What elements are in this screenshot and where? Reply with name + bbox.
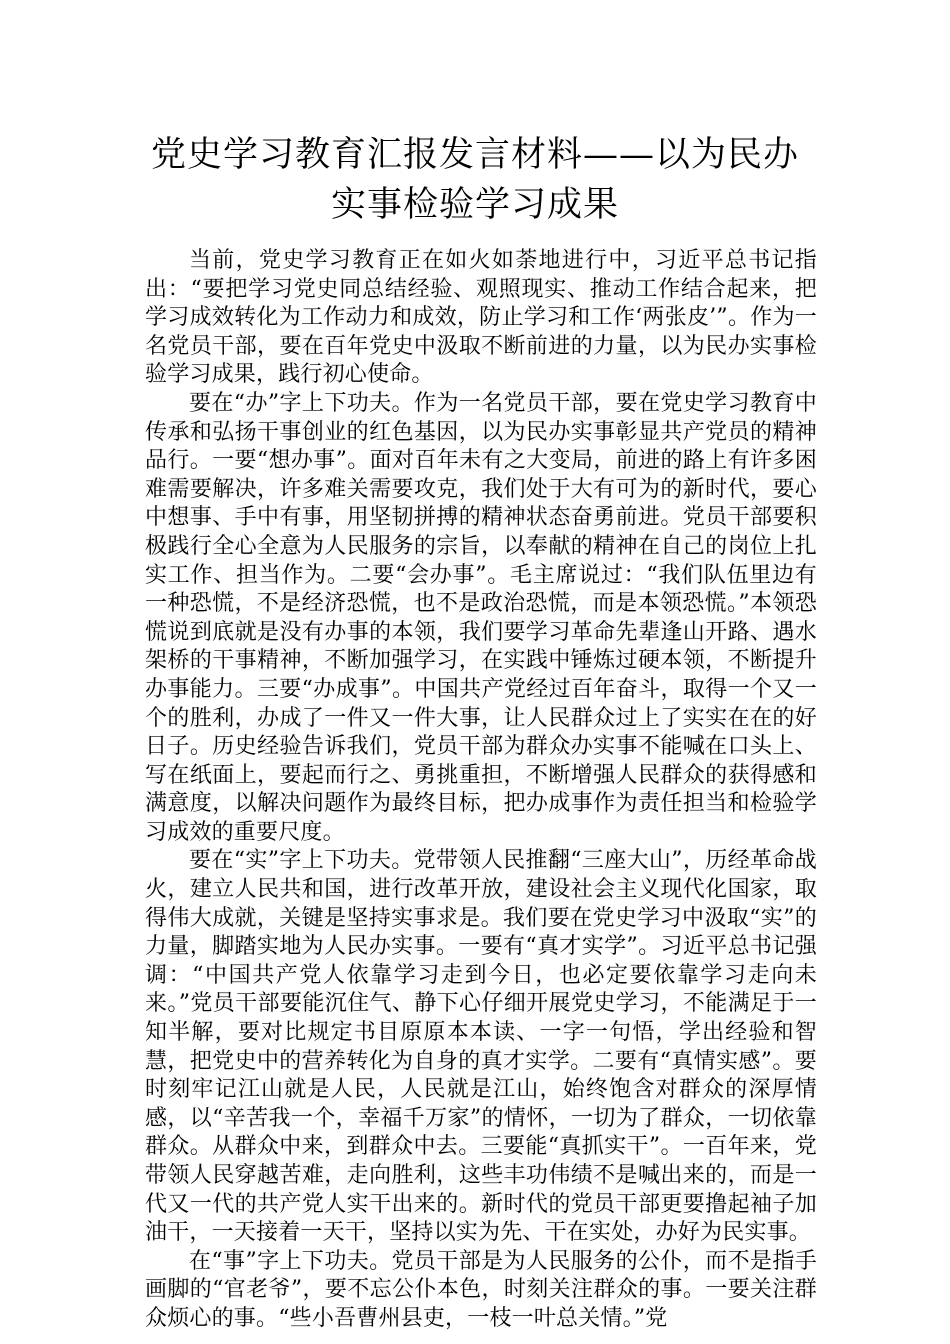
document-body bbox=[145, 247, 817, 1334]
paragraph-shi-affairs: 在“事”字上下功夫。党员干部是为人民服务的公仆，而不是指手画脚的“官老爷”，要不忘公仆本色，时刻关注群众的事。一要关注群众烦心的事。“些小吾曹州县吏，一枝一叶总关情。”党 bbox=[145, 1248, 817, 1331]
paragraph-ban: 要在“办”字上下功夫。作为一名党员干部，要在党史学习教育中传承和弘扬干事创业的红色基因，以为民办实事彰显共产党员的精神品行。一要“想办事”。面对百年未有之大变局，前进的路上有许多困难需要解决，许多难关需要攻克，我们处于大有可为的新时代，要心中想事、手中有事，用坚韧拼搏的精神状态奋勇前进。党员干部要积极践行全心全意为人民服务的宗旨，以奉献的精神在自己的岗位上扎实工作、担当作为。二要“会办事”。毛主席说过：“我们队伍里边有一种恐慌，不是经济恐慌，也不是政治恐慌，而是本领恐慌。”本领恐慌说到底就是没有办事的本领，我们要学习革命先辈逢山开路、遇水架桥的干事精神，不断加强学习，在实践中锤炼过硬本领，不断提升办事能力。三要“办成事”。中国共产党经过百年奋斗，取得一个又一个的胜利，办成了一件又一件大事，让人民群众过上了实实在在的好日子。历史经验告诉我们，党员干部为群众办实事不能喊在口头上、写在纸面上，要起而行之、勇挑重担，不断增强人民群众的获得感和满意度，以解决问题作为最终目标，把办成事作为责任担当和检验学习成效的重要尺度。 bbox=[145, 390, 817, 845]
paragraph-shi: 要在“实”字上下功夫。党带领人民推翻“三座大山”，历经革命战火，建立人民共和国，进行改革开放，建设社会主义现代化国家，取得伟大成就，关键是坚持实事求是。我们要在党史学习中汲取“实”的力量，脚踏实地为人民办实事。一要有“真才实学”。习近平总书记强调：“中国共产党人依靠学习走到今日，也必定要依靠学习走向未来。”党员干部要能沉住气、静下心仔细开展党史学习，不能满足于一知半解，要对比规定书目原原本本读、一字一句悟，学出经验和智慧，把党史中的营养转化为自身的真才实学。二要有“真情实感”。要时刻牢记江山就是人民，人民就是江山，始终饱含对群众的深厚情感，以“辛苦我一个，幸福千万家”的情怀，一切为了群众，一切依靠群众。从群众中来，到群众中去。三要能“真抓实干”。一百年来，党带领人民穿越苦难，走向胜利，这些丰功伟绩不是喊出来的，而是一代又一代的共产党人实干出来的。新时代的党员干部更要撸起袖子加油干，一天接着一天干，坚持以实为先、干在实处，办好为民实事。 bbox=[145, 848, 817, 1246]
title-line-2: 实事检验学习成果 bbox=[330, 185, 619, 225]
paragraph-intro: 当前，党史学习教育正在如火如荼地进行中，习近平总书记指出：“要把学习党史同总结经验、观照现实、推动工作结合起来，把学习成效转化为工作动力和成效，防止学习和工作‘两张皮’”。作为一名党员干部，要在百年党史中汲取不断前进的力量，以为民办实事检验学习成果，践行初心使命。 bbox=[145, 248, 817, 388]
title-line-1: 党史学习教育汇报发言材料——以为民办 bbox=[150, 135, 799, 175]
document-title bbox=[120, 130, 830, 230]
